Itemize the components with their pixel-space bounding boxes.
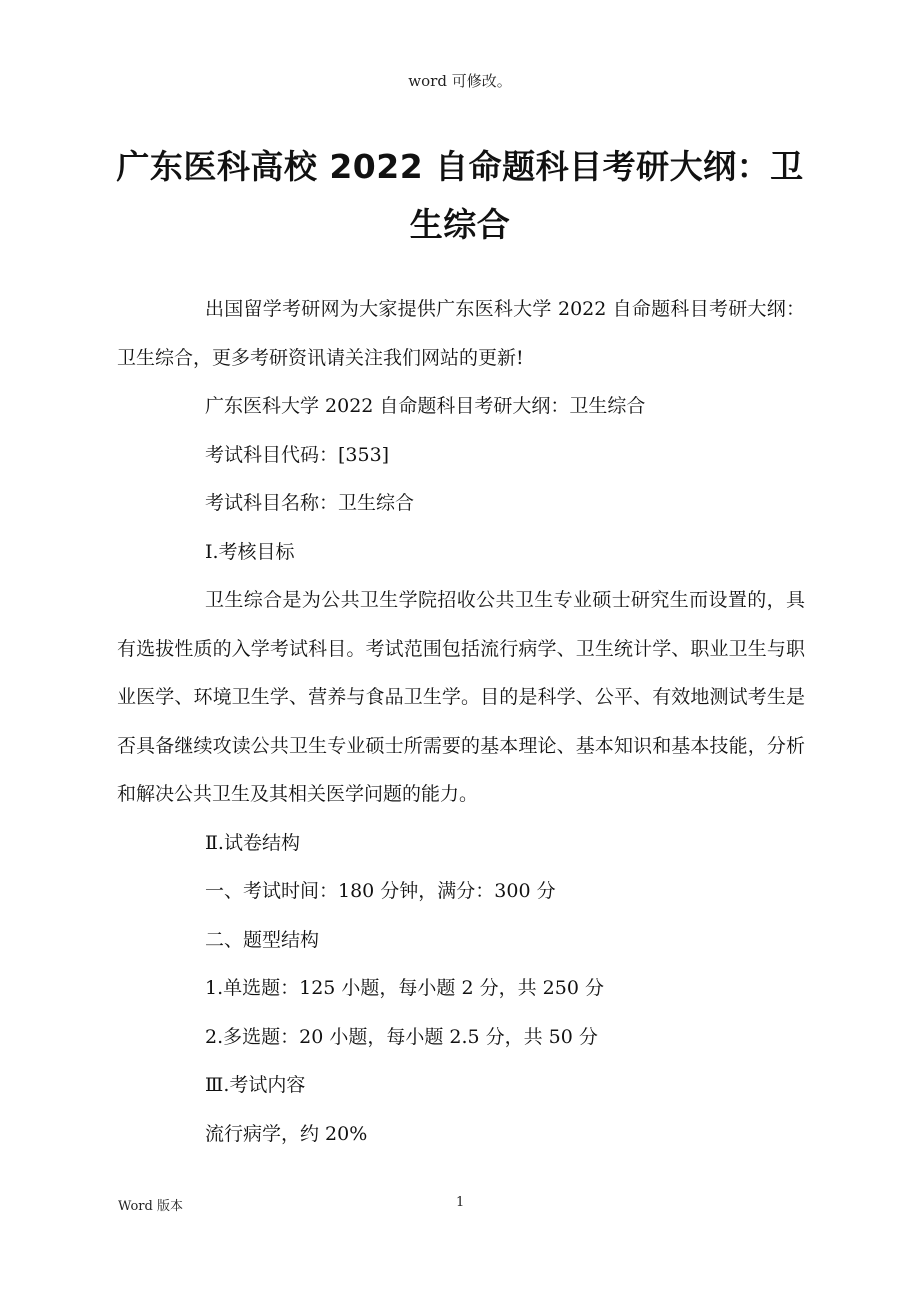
document-title: 广东医科高校 2022 自命题科目考研大纲：卫生综合 <box>116 147 804 244</box>
footer-label: Word 版本 <box>118 1199 183 1214</box>
exam-code-line: 考试科目代码：[353] <box>205 443 390 466</box>
subtitle-line: 广东医科大学 2022 自命题科目考研大纲：卫生综合 <box>205 395 646 417</box>
intro-paragraph: 出国留学考研网为大家提供广东医科大学 2022 自命题科目考研大纲：卫生综合，更多考研资讯请关注我们网站的更新! <box>117 298 805 369</box>
multiple-choice-line: 2.多选题：20 小题，每小题 2.5 分，共 50 分 <box>205 1025 598 1048</box>
page-number: 1 <box>456 1195 465 1210</box>
section-heading-structure: Ⅱ.试卷结构 <box>205 831 300 854</box>
document-body <box>117 285 805 1158</box>
page-header: word 可修改。 <box>408 72 512 90</box>
objectives-paragraph: 卫生综合是为公共卫生学院招收公共卫生专业硕士研究生而设置的，具有选拔性质的入学考试科目。考试范围包括流行病学、卫生统计学、职业卫生与职业医学、环境卫生学、营养与食品卫生学。目的是科学、公平、有效地测试考生是否具备继续攻读公共卫生专业硕士所需要的基本理论、基本知识和基本技能，分析和解决公共卫生及其相关医学问题的能力。 <box>117 589 805 805</box>
exam-time-line: 一、考试时间：180 分钟，满分：300 分 <box>205 880 556 902</box>
question-types-heading: 二、题型结构 <box>205 928 320 951</box>
exam-name-line: 考试科目名称：卫生综合 <box>205 492 415 514</box>
section-heading-objectives: Ⅰ.考核目标 <box>205 540 295 563</box>
section-heading-content: Ⅲ.考试内容 <box>205 1074 306 1096</box>
single-choice-line: 1.单选题：125 小题，每小题 2 分，共 250 分 <box>205 977 604 999</box>
epidemiology-line: 流行病学，约 20% <box>205 1122 368 1145</box>
